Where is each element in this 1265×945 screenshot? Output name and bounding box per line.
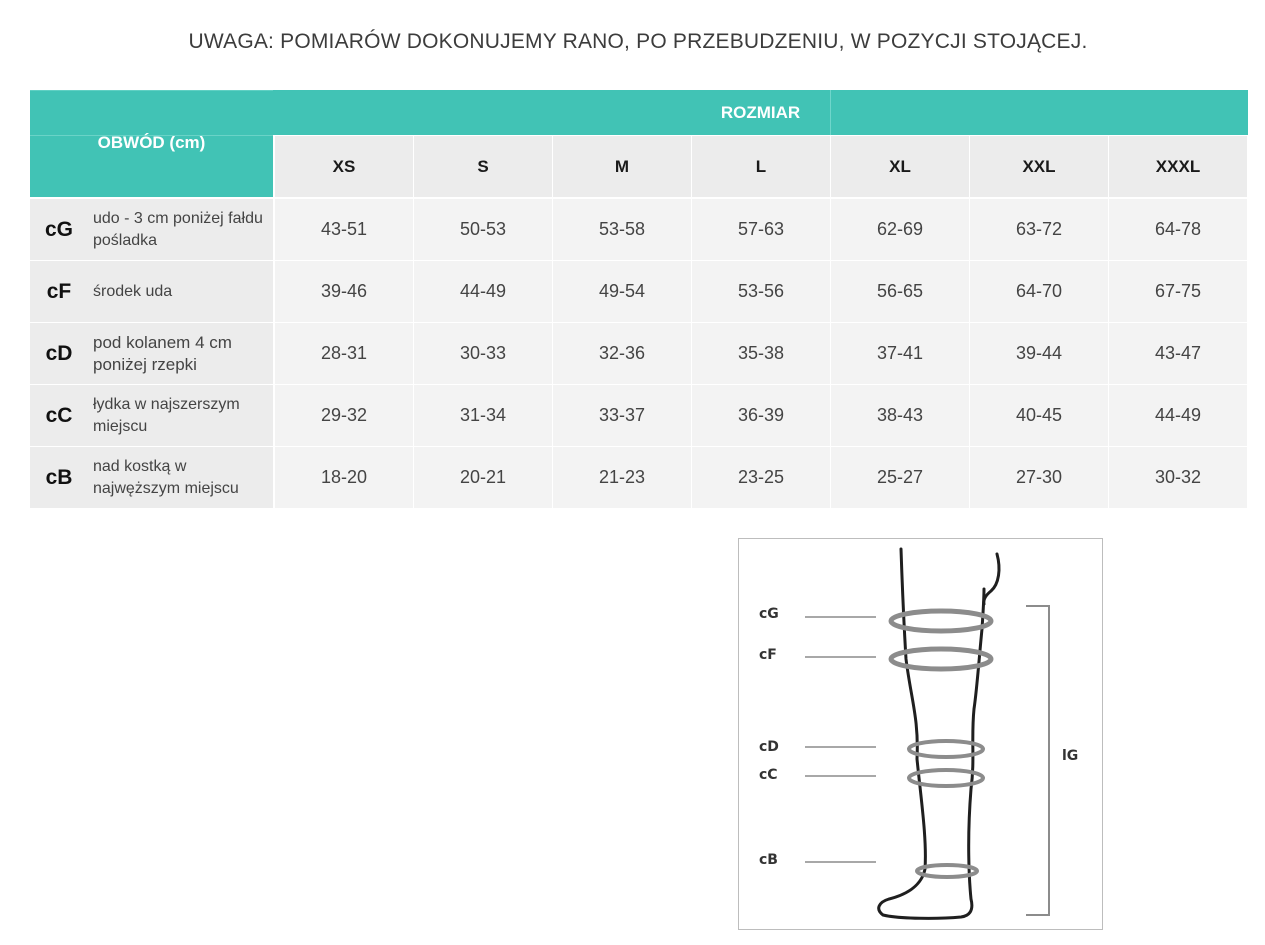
size-header-xl: XL — [831, 136, 969, 197]
table-cell: 33-37 — [553, 385, 691, 446]
table-cell: 21-23 — [553, 447, 691, 508]
table-cell: 67-75 — [1109, 261, 1247, 322]
header-circumference: OBWÓD (cm) — [97, 133, 206, 152]
table-cell: 23-25 — [692, 447, 830, 508]
row-label-cf — [30, 261, 273, 322]
measurement-notice: UWAGA: POMIARÓW DOKONUJEMY RANO, PO PRZEBUDZENIU, W POZYCJI STOJĄCEJ. — [188, 30, 1088, 53]
length-bracket — [1026, 606, 1049, 915]
table-cell: 49-54 — [553, 261, 691, 322]
table-cell: 57-63 — [692, 199, 830, 260]
leg-outline-back — [984, 554, 999, 604]
size-header-xxl: XXL — [970, 136, 1108, 197]
table-cell: 32-36 — [553, 323, 691, 384]
size-header-xs: XS — [275, 136, 413, 197]
table-cell: 63-72 — [970, 199, 1108, 260]
table-cell: 30-32 — [1109, 447, 1247, 508]
table-cell: 64-78 — [1109, 199, 1247, 260]
table-cell: 53-58 — [553, 199, 691, 260]
table-cell: 29-32 — [275, 385, 413, 446]
table-cell: 50-53 — [414, 199, 552, 260]
row-label-cc — [30, 385, 273, 446]
label-cd: cD — [759, 739, 779, 755]
row-description: udo - 3 cm poniżej fałdu pośladka — [93, 209, 263, 249]
table-cell: 25-27 — [831, 447, 969, 508]
table-cell: 43-47 — [1109, 323, 1247, 384]
table-cell: 35-38 — [692, 323, 830, 384]
label-cc: cC — [759, 767, 778, 783]
leg-illustration — [739, 539, 1104, 931]
table-cell: 31-34 — [414, 385, 552, 446]
row-code: cG — [44, 217, 73, 241]
table-cell: 44-49 — [414, 261, 552, 322]
size-header-xxxl: XXXL — [1109, 136, 1247, 197]
row-description: środek uda — [93, 282, 173, 300]
row-label-cd — [30, 323, 273, 384]
table-cell: 20-21 — [414, 447, 552, 508]
table-cell: 18-20 — [275, 447, 413, 508]
row-description: nad kostką w najwęższym miejscu — [93, 457, 239, 497]
size-table — [30, 90, 1248, 508]
label-lg: lG — [1062, 748, 1079, 764]
row-description: łydka w najszerszym miejscu — [93, 395, 240, 435]
table-cell: 62-69 — [831, 199, 969, 260]
table-cell: 38-43 — [831, 385, 969, 446]
table-cell: 27-30 — [970, 447, 1108, 508]
row-description: pod kolanem 4 cm poniżej rzepki — [93, 332, 232, 374]
table-cell: 40-45 — [970, 385, 1108, 446]
size-header-l: L — [692, 136, 830, 197]
label-cb: cB — [759, 852, 778, 868]
table-cell: 64-70 — [970, 261, 1108, 322]
table-cell: 43-51 — [275, 199, 413, 260]
table-cell: 36-39 — [692, 385, 830, 446]
table-cell: 28-31 — [275, 323, 413, 384]
size-header-s: S — [414, 136, 552, 197]
row-code: cC — [45, 403, 73, 427]
row-code: cF — [46, 279, 72, 303]
leg-measurement-diagram — [738, 538, 1103, 930]
table-cell: 39-46 — [275, 261, 413, 322]
size-header-m: M — [553, 136, 691, 197]
row-code: cD — [45, 341, 73, 365]
table-cell: 39-44 — [970, 323, 1108, 384]
table-cell: 53-56 — [692, 261, 830, 322]
table-cell: 30-33 — [414, 323, 552, 384]
label-cf: cF — [759, 647, 777, 663]
table-cell: 56-65 — [831, 261, 969, 322]
label-cg: cG — [759, 606, 779, 622]
row-label-cg — [30, 199, 273, 260]
table-cell: 44-49 — [1109, 385, 1247, 446]
ring-cg — [891, 611, 991, 631]
row-code: cB — [45, 465, 73, 489]
table-cell: 37-41 — [831, 323, 969, 384]
row-label-cb — [30, 447, 273, 508]
header-size-group: ROZMIAR — [720, 103, 801, 122]
leg-outline-front — [879, 549, 984, 918]
